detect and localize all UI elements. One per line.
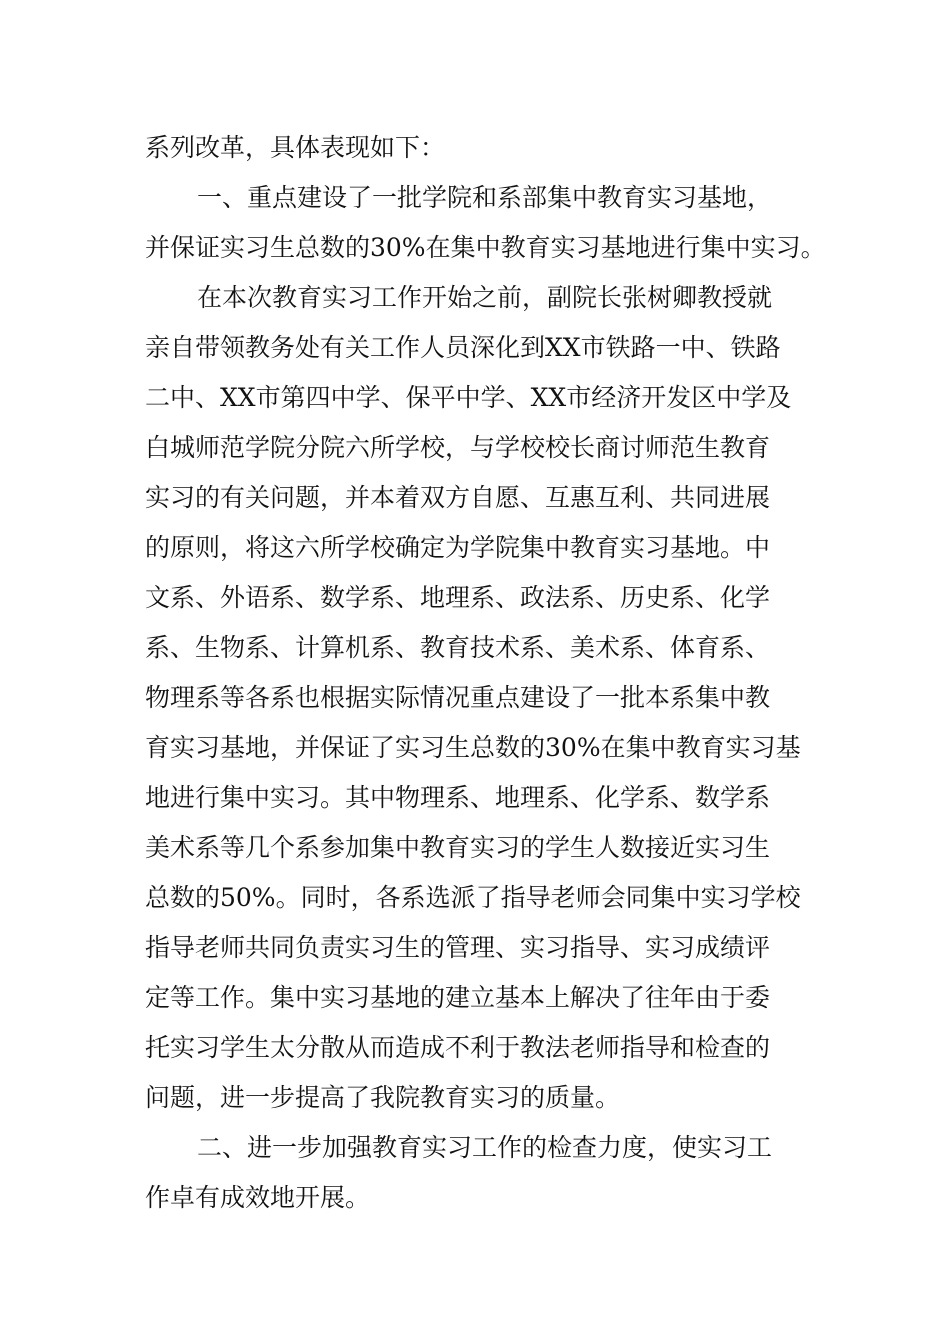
text-line: 指导老师共同负责实习生的管理、实习指导、实习成绩评 bbox=[145, 933, 771, 962]
text-line: 作卓有成效地开展。 bbox=[145, 1183, 371, 1212]
text-line: 育实习基地，并保证了实习生总数的30%在集中教育实习基 bbox=[145, 733, 801, 762]
text-line: 美术系等几个系参加集中教育实习的学生人数接近实习生 bbox=[145, 833, 771, 862]
text-line: 白城师范学院分院六所学校，与学校校长商讨师范生教育 bbox=[145, 433, 771, 462]
text-line: 文系、外语系、数学系、地理系、政法系、历史系、化学 bbox=[145, 583, 771, 612]
text-line: 并保证实习生总数的30%在集中教育实习基地进行集中实习。 bbox=[145, 233, 826, 262]
text-line: 总数的50%。同时，各系选派了指导老师会同集中实习学校 bbox=[145, 883, 801, 912]
text-line: 地进行集中实习。其中物理系、地理系、化学系、数学系 bbox=[145, 783, 771, 812]
text-line: 在本次教育实习工作开始之前，副院长张树卿教授就 bbox=[197, 283, 773, 312]
text-line: 托实习学生太分散从而造成不利于教法老师指导和检查的 bbox=[145, 1033, 771, 1062]
text-line: 二中、XX市第四中学、保平中学、XX市经济开发区中学及 bbox=[145, 383, 792, 412]
text-line: 亲自带领教务处有关工作人员深化到XX市铁路一中、铁路 bbox=[145, 333, 781, 362]
text-line: 一、重点建设了一批学院和系部集中教育实习基地， bbox=[197, 183, 773, 212]
text-line: 定等工作。集中实习基地的建立基本上解决了往年由于委 bbox=[145, 983, 771, 1012]
text-line: 系列改革，具体表现如下： bbox=[145, 133, 446, 162]
text-line: 实习的有关问题，并本着双方自愿、互惠互利、共同进展 bbox=[145, 483, 771, 512]
text-line: 系、生物系、计算机系、教育技术系、美术系、体育系、 bbox=[145, 633, 771, 662]
text-line: 问题，进一步提高了我院教育实习的质量。 bbox=[145, 1083, 621, 1112]
text-line: 物理系等各系也根据实际情况重点建设了一批本系集中教 bbox=[145, 683, 771, 712]
text-line: 二、进一步加强教育实习工作的检查力度，使实习工 bbox=[197, 1133, 773, 1162]
text-line: 的原则，将这六所学校确定为学院集中教育实习基地。中 bbox=[145, 533, 771, 562]
